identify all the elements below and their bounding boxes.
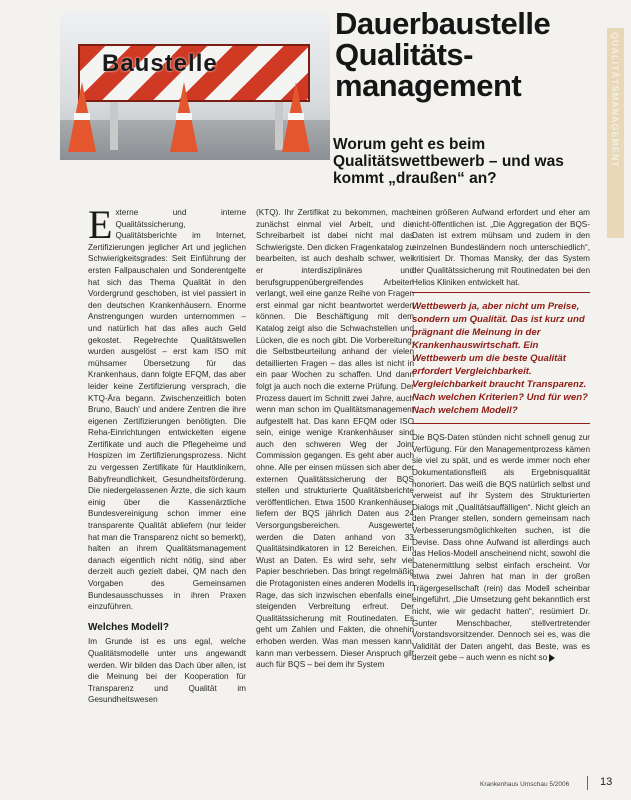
body-paragraph (88, 202, 246, 613)
drop-cap: E (88, 202, 113, 247)
article-subheadline: Worum geht es beim Qualitätswettbewerb – und was kommt „draußen“ an? (333, 136, 564, 187)
article-headline (335, 8, 550, 101)
body-paragraph: einen größeren Aufwand erfordert und eher am nicht-öffentlichen ist. „Die Aggregation der BQS-Daten ist extrem mühsam und zudem in den einzelnen Bundesländern noch unterschiedlich“, kritisiert Dr. Thomas Mansky, der das System der Qualitätssicherung mit Routinedaten bei den Helios Kliniken entwickelt hat. (412, 208, 590, 287)
text-column-2 (256, 207, 414, 671)
headline-line: Dauerbaustelle (335, 6, 551, 41)
body-paragraph (412, 432, 590, 664)
section-tab-label: QUALITÄTSMANAGEMENT (610, 32, 620, 168)
continue-arrow-icon (549, 654, 555, 662)
barrier-sign-text: Baustelle (102, 50, 218, 77)
pull-quote: Wettbewerb ja, aber nicht um Preise, sondern um Qualität. Das ist kurz und prägnant die Meinung in der Krankenhauswirtschaft. Ein Wettbewerb um die beste Qualität erfordert Vergleichbarkeit. Vergleichbarkeit braucht Transparenz. Nach welchen Kriterien? Und für wen? Nach welchem Modell? (412, 292, 590, 424)
footer-divider (587, 776, 588, 790)
text-column-1 (88, 202, 246, 706)
text-column-3 (412, 207, 590, 664)
headline-line: management (335, 68, 522, 103)
body-paragraph: Im Grunde ist es uns egal, welche Qualitätsmodelle unter uns angewandt werden. Wir bilden das Dach über allen, ist die Meinung bei der Kooperation für Transparenz und Qualität im Gesundheitswesen (88, 637, 246, 705)
barrier-post-left (110, 100, 118, 150)
section-tab (607, 28, 624, 238)
body-text: Die BQS-Daten stünden nicht schnell genug zur Verfügung. Für den Managementprozess kämen sie viel zu spät, und es werde immer noch eher Dokumentationsfleiß als Ergebnisqualität honoriert. Das weiß die BQS natürlich selbst und verweist auf ihr System des Strukturierten Dialogs mit „Qualitätsauffälligen“. Nicht gleich an den Pranger stellen, sondern gemeinsam nach Verbesserungsmöglichkeiten suchen, ist die Devise. Dass ohne Aufwand ist allerdings auch das Helios-Modell anscheinend nicht, sowohl die Datenermittlung selbst einfach erscheint. Vor etwa zwei Jahren hat man in der großen Trägergesellschaft (rein) das Modell scheinbar eingeführt. „Die Umsetzung geht bekanntlich erst nicht, wie wir gedacht hatten“, resümiert Dr. Gunter Menschbacher, stellvertretender Vorstandsvorsitzender. Dennoch sei es, was die Validität der Daten angeht, das Beste, was es derzeit gebe – auch wenn es nicht so (412, 433, 590, 663)
cone-stripe (74, 113, 90, 120)
construction-photo (60, 12, 330, 160)
page-number: 13 (600, 776, 613, 788)
headline-line: Qualitäts- (335, 37, 473, 72)
body-text: xterne und interne Qualitätssicherung, Qualitätsberichte im Internet, Zertifizierungen jeglicher Art und jeglichen Schwierigkeitsgrades: Seit Einführung der ersten Fallpauschalen und Sonderentgelte hat sich das Thema Qualität in den Vordergrund geschoben, ist viel passiert in den deutschen Krankenhäusern. Enorme Anstrengungen wurden unternommen – und natürlich hat das alles auch Geld gekostet. Regelrechte Qualitätswellen wurden ausgelöst – erst kam ISO mit mühsamer Übersetzung für das Krankenhaus, dann folgte EFQM, das aber leider keine Zertifizierung versprach, die KTQ-Ära begann. Zwischenzeitlich boten Bruno, Bauch' und andere Zentren die ihre eigenen Zertifizierungen benötigten. Die Reha-Einrichtungen entwickelten eigene Zertifikate und auch die Pflegeheime und Hospizen im Zertifizierungsprozess. Nicht zu vergessen Zertifikate für Hautklinikern, Babyfreundlichkeit, Gesundheitsförderung. Die niedergelassenen Ärzte, die sich kaum einig über die Kassenärztliche Bundesvereinigung schon immer eine transparente Qualität abliefern (nur leider hat man die Transparenz nicht so bemerkt), halten an ihrem Qualitätsmanagement danach eigentlich nicht nötig, sind aber derzeit auch gezielt dabei, QM nach den Vorgaben des Gemeinsamen Bundesausschusses in ihren Praxen einzuführen. (88, 208, 246, 612)
section-heading: Welches Modell? (88, 621, 169, 633)
cone-stripe (176, 113, 192, 120)
cone-stripe (288, 113, 304, 120)
body-paragraph: (KTQ). Ihr Zertifikat zu bekommen, macht zunächst einmal viel Arbeit, und die Schreibarbeit ist dabei nicht mal das Schwierigste. Den dicken Fragenkatalog zu bearbeiten, ist auch deshalb schwer, weil er interdisziplinäres und berufsgruppenübergreifendes Arbeiten verlangt, weil eine ganze Reihe von Fragen erst einmal gar nicht beantwortet werden können. Die Beschäftigung mit dem Katalog zeigt also die Schwachstellen und Lücken, die es noch gibt. Die Vorbereitung, die Selbstbeurteilung anhand der vielen detaillierten Fragen – das alles ist nicht in ein paar Wochen zu schaffen. Und dann folgt ja auch noch die externe Prüfung. Der Prozess dauert im Schnitt zwei Jahre, auch wenn man schon im Qualitätsmanagement aufgestellt hat. Das kann EFQM oder ISO sein, einige wenige Krankenhäuser sind auch den schweren Weg der Joint Commission gegangen. Es geht aber auch ohne. Alle per einsen müssen sich aber der externen Qualitätssicherung der BQS stellen und strukturierte Qualitätsberichte veröffentlichen. Etwa 1500 Krankenhäuser liefern der BQS jährlich Daten aus 24 Versorgungsbereichen. Ausgewertet werden die Daten anhand von 33 Qualitätsindikatoren in 12 Bereichen. Ein Wust an Daten. Es wird sehr, sehr viel Papier beschrieben. Das bringt regelmäßig die Protagonisten eines anderen Modells in Rage, das sich inzwischen ebenfalls einer steigenden Verbreitung erfreut. Der Qualitätssicherung mit Routinedaten. Es geht um Zahlen und Fakten, die ohnehin erhoben werden. Was man messen kann, kann man verbessern. Dieser Anspruch gilt auch für BQS – bei dem ihr System (256, 208, 414, 670)
magazine-issue: Krankenhaus Umschau 5/2006 (480, 781, 570, 788)
